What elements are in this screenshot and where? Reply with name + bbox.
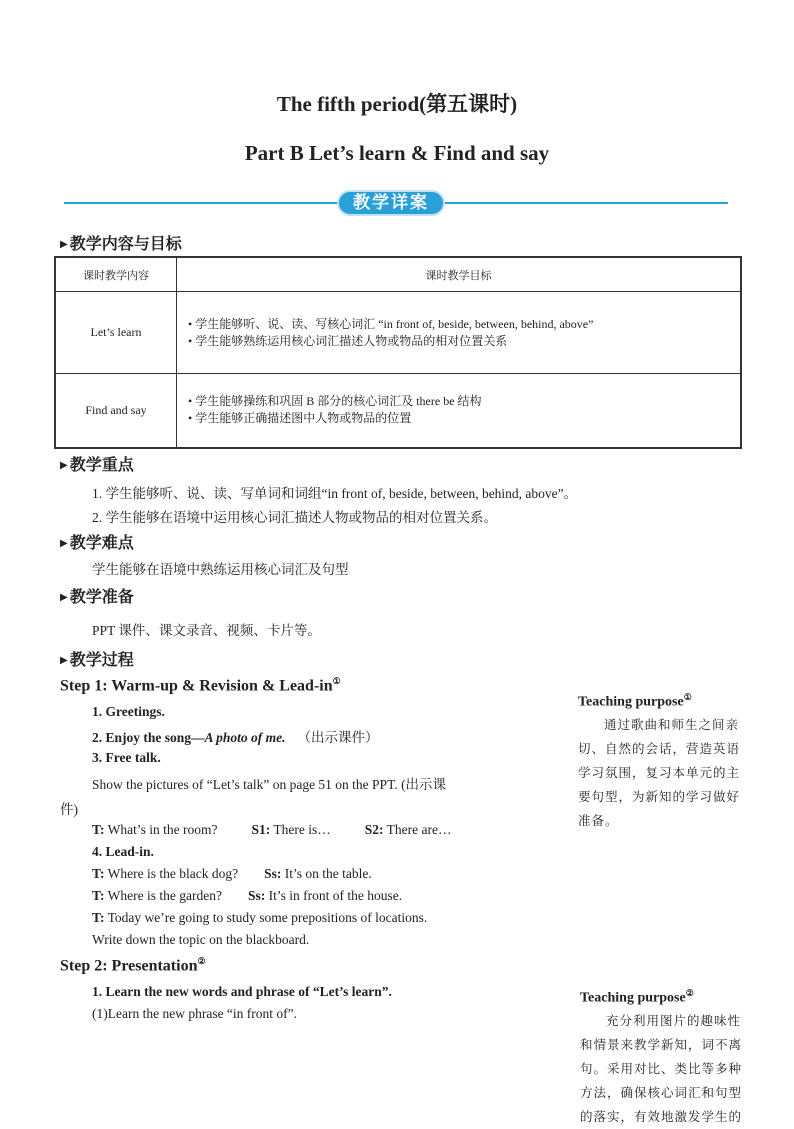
step1-write: Write down the topic on the blackboard.: [92, 932, 310, 947]
side-note-1: Teaching purpose① 通过歌曲和师生之间亲 切、自然的会话，营造英语 学习氛围，复习本单元的主 要句型，为新知的学习做好 准备。: [578, 692, 741, 828]
step1-free-talk-desc2: 件): [60, 802, 78, 817]
step1-song: 2. Enjoy the song—A photo of me. （出示课件）: [92, 730, 379, 745]
triangle-icon: ▶: [60, 239, 68, 250]
banner-line-right: [443, 202, 728, 204]
triangle-icon: ▶: [60, 460, 68, 471]
preparation-text: PPT 课件、课文录音、视频、卡片等。: [92, 623, 321, 638]
dialogue-line: T: Today we’re going to study some prepositions of locations.: [92, 910, 428, 925]
dialogue-line: T: Where is the black dog? Ss: It’s on the table.: [92, 866, 372, 881]
key-point-1: 1. 学生能够听、说、读、写单词和词组“in front of, beside, between, behind, above”。: [92, 486, 578, 501]
goal-item: • 学生能够操练和巩固 B 部分的核心词汇及 there be 结构: [188, 394, 482, 409]
table-cell-goals: [177, 292, 742, 374]
table-row: [55, 374, 741, 448]
footnote-mark: ②: [197, 956, 206, 966]
dialogue-line: T: What’s in the room? S1: There is… S2: There are…: [92, 822, 452, 837]
section-process: ▶ 教学过程: [60, 650, 134, 669]
step1-free-talk-desc: Show the pictures of “Let’s talk” on page 51 on the PPT. (出示课: [92, 777, 447, 792]
table-cell-goals: [177, 374, 742, 448]
footnote-mark: ①: [332, 676, 341, 686]
table-cell-content: Find and say: [55, 374, 177, 448]
goal-item: • 学生能够熟练运用核心词汇描述人物或物品的相对位置关系: [188, 333, 508, 348]
page-title: The fifth period(第五课时): [276, 92, 518, 116]
triangle-icon: ▶: [60, 538, 68, 549]
table-cell-content: Let’s learn: [55, 292, 177, 374]
table-row: [55, 292, 741, 374]
section-key-points: ▶ 教学重点: [60, 455, 134, 474]
table-header-content: 课时教学内容: [55, 257, 177, 292]
key-point-2: 2. 学生能够在语境中运用核心词汇描述人物或物品的相对位置关系。: [92, 510, 497, 525]
section-difficulties: ▶ 教学难点: [60, 533, 134, 552]
table-header-goals: 课时教学目标: [177, 257, 742, 292]
difficulty-text: 学生能够在语境中熟练运用核心词汇及句型: [92, 562, 349, 577]
footnote-mark: ②: [685, 988, 694, 998]
step1-greetings: 1. Greetings.: [92, 704, 165, 719]
section-preparation: ▶ 教学准备: [60, 587, 134, 606]
dialogue-line: T: Where is the garden? Ss: It’s in front of the house.: [92, 888, 403, 903]
step1-lead-in: 4. Lead-in.: [92, 844, 154, 859]
triangle-icon: ▶: [60, 592, 68, 603]
step1-free-talk: 3. Free talk.: [92, 750, 161, 765]
triangle-icon: ▶: [60, 655, 68, 666]
side-note-2: Teaching purpose② 充分利用图片的趣味性 和情景来教学新知，词不离 句。采用对比、类比等多种 方法，确保核心词汇和句型 的落实，有效地激发学生的: [580, 988, 743, 1124]
goal-item: • 学生能够听、说、读、写核心词汇 “in front of, beside, between, behind, above”: [188, 316, 594, 331]
section-content-goals: ▶ 教学内容与目标: [60, 234, 182, 253]
page-subtitle: Part B Let’s learn & Find and say: [244, 141, 550, 165]
step2-learn: 1. Learn the new words and phrase of “Let’s learn”.: [92, 984, 392, 999]
objectives-table: [54, 256, 742, 449]
step1-title: Step 1: Warm-up & Revision & Lead-in①: [60, 676, 341, 695]
banner-text: 教学详案: [353, 193, 429, 213]
step2-phrase: (1)Learn the new phrase “in front of”.: [92, 1006, 298, 1021]
banner-line-left: [64, 202, 339, 204]
goal-item: • 学生能够正确描述图中人物或物品的位置: [188, 411, 412, 426]
footnote-mark: ①: [683, 692, 692, 702]
step2-title: Step 2: Presentation②: [60, 956, 206, 975]
